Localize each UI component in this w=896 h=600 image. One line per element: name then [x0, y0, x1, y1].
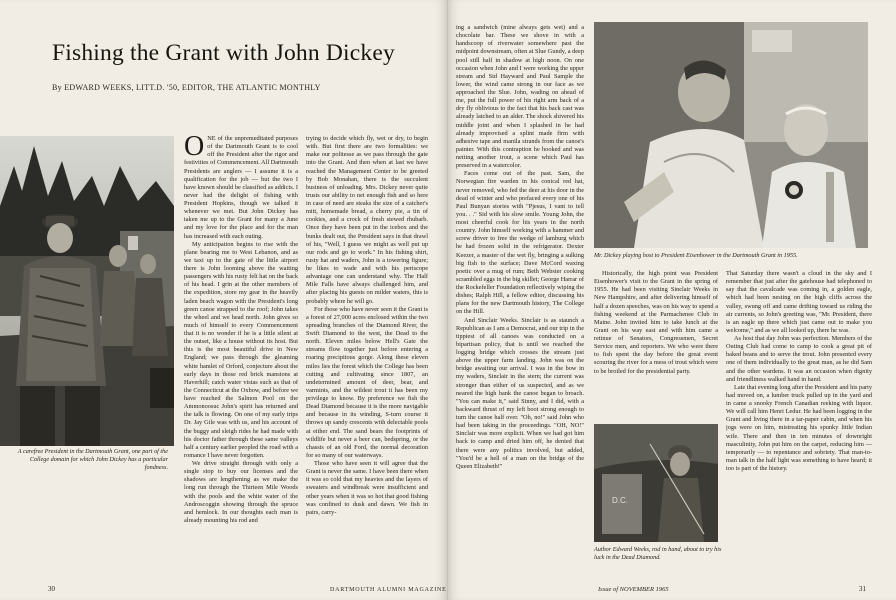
right-column-3: [726, 270, 872, 585]
paragraph: And Sinclair Weeks. Sinclair is as staunch a Republican as I am a Democrat, and our trip in the tippiest of all canoes was conducted on a bipartisan policy, that is until we reached the logging bridge which crosses the stream just above the upper farm landing. John was on the bridge awaiting our arrival. I was in the bow in my waders, Sinclair in the stern; the current was stronger than either of us suspected, and as we neared the high bank the canoe began to broach. "You can make it," said Sinny, and I did, with a backward thrust of my left boot strong enough to turn the canoe half over. "Oh, no!" said John who had been taking in the proceedings. "OH, NO!" Sinclair was more explicit. When we had got him back to camp and dried him off, he denied that there were any politics involved, but added, "You'd be a hell of a man on the bridge of the Queen Elizabeth!": [456, 316, 584, 470]
paragraph: trying to decide which fly, wet or dry, to begin with. But first there are two formalities: we make our politesse as we pass through the gate into the Grant. And then when at last we have reached the Management Center to be greeted by Bob Monahan, there is the succulent business of unloading. Mrs. Dickey never quite trusts our ability to net enough fish and so here in case of need are steaks the size of a catcher's mitt, homemade bread, a cherry pie, a tin of cookies, and a crock of fresh stewed rhubarb. Once they have been put in the icebox and the bunks dealt out, the President says in that drawl of his, "Well, I guess we might as well put up our rods and go to work." In his fishing shirt, rusty hat and waders, John is a towering figure; he likes to wade and with his periscope advantage one can understand why. The Half Mile Falls have always challenged him, and after placing his guests on milder waters, this is probably where he will go.: [306, 135, 428, 305]
article-title: Fishing the Grant with John Dickey: [52, 40, 395, 66]
left-column-2: [306, 135, 428, 585]
photo-sign-text: D.C.: [612, 496, 628, 505]
left-column-1: [184, 135, 298, 585]
photo-president-fishing: [0, 136, 174, 446]
paragraph: Those who have seen it will agree that the Grant is never the same. I have been there when it was so cold that my heavies and the layers of sweaters and windbreak were insufficient and other years when it was so hot that good fishing was confined to dusk and dawn. We fish in pairs, carry-: [306, 460, 428, 516]
right-column-1: [456, 24, 584, 584]
photo-dickey-eisenhower-image: [594, 22, 868, 248]
photo-author-weeks-image: [594, 424, 718, 542]
right-page: [448, 0, 896, 600]
paragraph: Faces come out of the past. Sam, the Norwegian fire warden in his conical red hat, never removed, who fed the deer at his door in the dead of winter and who prefaced every one of his Paul Bunyan stories with "Pjesus, I vant to tell you. . ." Sid with his slow smile. Young John, the most cheerful cook for his years in the north country. John himself working with a hammer and screw driver to free the wedge of lamburg which he had frozen solid in the refrigerator. Dexter Keezer, a master of the wet fly, bringing a sulking big fish to the surface; Dave McCord waxing poetic over a mug of rum; Beth Webster cooking scrambled eggs in the big skillet; George Harrar of the Rockefeller Foundation reflectively wiping the dishes; Ralph Hill, a fellow editor, discussing his plans for the new Dartmouth history, The College on the Hill.: [456, 170, 584, 316]
issue-date: Issue of NOVEMBER 1965: [598, 586, 669, 593]
paragraph: Historically, the high point was President Eisenhower's visit to the Grant in the spring of 1955. He had been visiting Sinclair Weeks in New Hampshire, and after delivering himself of half a dozen speeches, was on his way to spend a fishing weekend at the Parmachenee Club in Maine. John invited him to take lunch at the Grant on his way east and with him came a retinue of Senators, Congressmen, Secret Service men, and reporters. We who were there to fish spent the day before the great event scouring the river for a mess of trout which were to be broiled for the presidential party.: [594, 270, 718, 375]
magazine-name: DARTMOUTH ALUMNI MAGAZINE: [330, 587, 447, 593]
photo-caption-right-bottom: Author Edward Weeks, rod in hand, about to try his luck in the Dead Diamond.: [594, 546, 722, 561]
paragraph: My anticipation begins to rise with the plane bearing me to West Lebanon, and as we taxi up to the gate of the little airport there is John looming above the waiting passengers with his rusty felt hat on the back of his head. I grin at the other members of the expedition, store my gear in the heavily laden beach wagon with the President's long green canoe strapped to the roof; John takes the wheel and we head north. John gives so much of himself to every Commencement that it is no wonder if he is a little silent at the outset, like a house without its host. But this is the most beautiful drive in New England; we pass through the gleaming white hamlet of Orford, conjecture about the early days in those red brick mansions at Haverhill; catch water vistas such as that of the Connecticut at the Oxbow, and before we have reached the Salmon Pool on the Ammonoosuc John's spirit has returned and the talk is flowing. On one of my early trips Dr. Jay Gile was with us, and his account of the buggy and sleigh rides he had made with his doctor father through these same valleys half a century earlier peopled the road with a romance I have never forgotten.: [184, 240, 298, 459]
photo-caption-left: A carefree President in the Dartmouth Grant, one part of the College domain for which John Dickey has a particular fondness.: [17, 448, 168, 471]
photo-dickey-eisenhower: [594, 22, 868, 248]
paragraph: Late that evening long after the President and his party had moved on, a lumber truck pulled up in the yard and in came a snooky French Canadian reeking with liquor. We will call him Henri Ledur. He had been logging in the Grant and living there in a tar-paper cabin, and when his jogs were on him, mistreating his spunky little Indian wife. There and then in ten minutes of downright masculinity, John put him on the carpet, reducing him — temporarily — to repentance and sobriety. That man-to-man talk in the half light was something to have heard; it too is part of the history.: [726, 383, 872, 472]
paragraph: We drive straight through with only a single stop to buy our licenses and the shadows are lengthening as we make the long run through the Thirteen Mile Woods with the pools and the white water of the Androscoggin showing through the spruce and hemlock. In our thoughts each man is already mounting his rod and: [184, 460, 298, 524]
page-number-left: 30: [48, 585, 55, 593]
paragraph: For those who have never seen it the Grant is a forest of 27,000 acres enclosed within the two spreading branches of the Diamond River, the Swift Diamond to the west, the Dead to the north. Eleven miles below Hell's Gate the streams flow together just before entering a roaring precipitous gorge. Along these eleven miles lies the forest which the College has been cutting and cultivating since 1807, an undetermined amount of deer, bear, and varmints, and the wildest trout it has been my privilege to know. By preference we fish the Dead Diamond because it is the more navigable and because in its winding, S-turn course it throws up sandy crescents with delectable pools at either end. The sand bears the footprints of wildlife but never a beer can, bedspring, or the chassis of an old Ford, the normal decoration for so many of our waterways.: [306, 305, 428, 459]
paragraph: That Saturday there wasn't a cloud in the sky and I remember that just after the gatehouse had telephoned to say that the cavalcade was coming in, a golden eagle, which had been nesting on the high cliffs across the valley, swung off and came drifting toward us riding the air currents, so John's greeting was, "Mr. President, there is an eagle up there which just came out to make you welcome," and as we all looked up, there he was.: [726, 270, 872, 334]
drop-cap: O: [184, 135, 205, 162]
photo-president-fishing-image: [0, 136, 174, 446]
right-column-2: [594, 270, 718, 420]
paragraph: ing a sandwich (mine always gets wet) and a chocolate bar. These we shove in with a handscoop of riverwater somewhere past the midpoint downstream, often at Slue Gundy, a deep pool still half in shadow at high noon. On one occasion when John and I were working the upper stream and Sid Hayward and Paul Sample the lower, the wind came strong in our face as we approached the Slue. John, wading on ahead of me, put the full power of his right arm back of a dry fly oblivious to the fact that his back cast was already latched to an alder. The shock shivered his middle joint and when I splashed in he had already improvised a splint made firm with adhesive tape and manila strands from the canoe's painter. With this contraption he hooked and was netting another trout, a scene which Paul has preserved in a watercolor.: [456, 24, 584, 170]
paragraph: NE of the unpremeditated purposes of the Dartmouth Grant is to cool off the President after the rigor and festivities of Commencement. All Dartmouth Presidents are anglers — I assume it is a qualification for the job — but the two I have known should be classified as addicts. I never had the delight of fishing with President Hopkins, though we talked it whenever we met. But John Dickey has taken me up to the Grant for many a June and my love for the place and for the man has increased with each outing.: [184, 135, 298, 240]
byline: By EDWARD WEEKS, LITT.D. '50, EDITOR, THE ATLANTIC MONTHLY: [52, 83, 321, 92]
paragraph: As host that day John was perfection. Members of the Outing Club had come to camp to cook a great pit of baked beans and to serve the trout. John presented every one of them individually to the great man, as he did Sam and the other wardens. It was an occasion when dignity and friendliness walked hand in hand.: [726, 335, 872, 383]
photo-caption-right-top: Mr. Dickey playing host to President Eisenhower in the Dartmouth Grant in 1955.: [594, 252, 798, 259]
photo-author-weeks: [594, 424, 718, 542]
page-number-right: 31: [859, 585, 866, 593]
